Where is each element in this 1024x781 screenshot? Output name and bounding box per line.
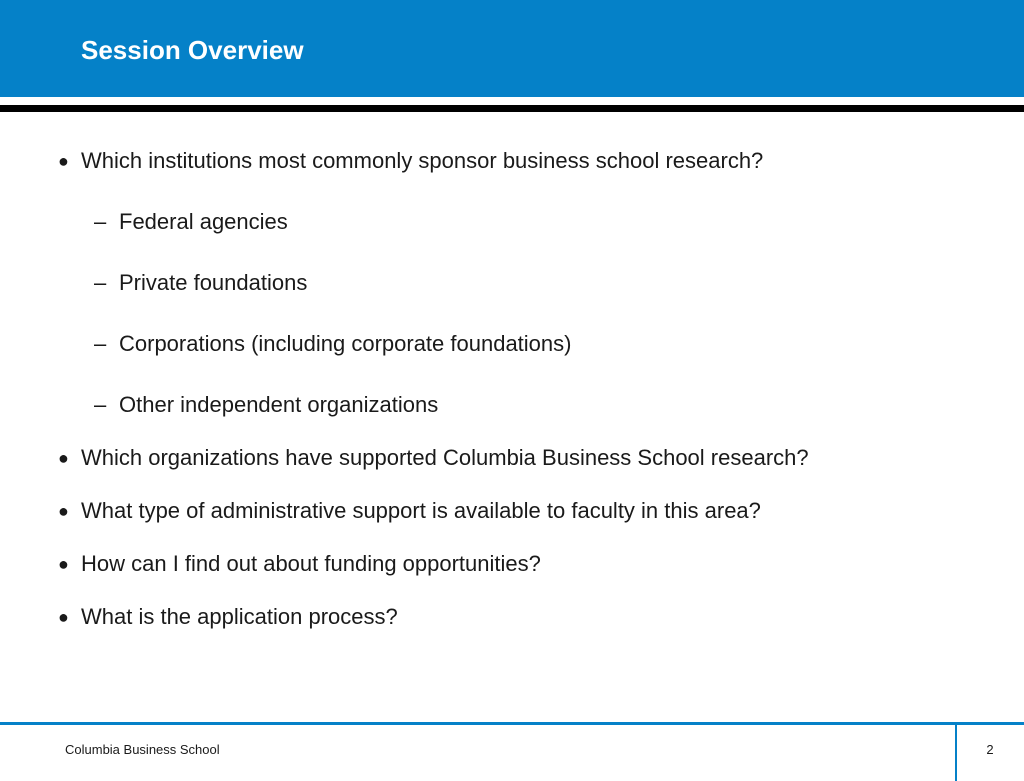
bullet-item: Which institutions most commonly sponsor business school research?: [81, 148, 764, 173]
bullet-item: What is the application process?: [81, 604, 398, 629]
sub-bullet-item: Corporations (including corporate foundations): [119, 331, 572, 356]
slide-title: Session Overview: [81, 35, 304, 65]
bullet-dot-icon: ●: [58, 151, 69, 171]
bullet-item: What type of administrative support is available to faculty in this area?: [81, 498, 761, 523]
bullet-dot-icon: ●: [58, 607, 69, 627]
page-number: 2: [986, 742, 994, 757]
footer-divider: [955, 725, 957, 781]
dash-icon: –: [94, 331, 107, 356]
dash-icon: –: [94, 270, 107, 295]
bullet-dot-icon: ●: [58, 448, 69, 468]
bullet-item: Which organizations have supported Columbia Business School research?: [81, 445, 809, 470]
footer-rule: [0, 722, 1024, 725]
bullet-dot-icon: ●: [58, 501, 69, 521]
dash-icon: –: [94, 209, 107, 234]
sub-bullet-item: Federal agencies: [119, 209, 288, 234]
sub-bullet-item: Private foundations: [119, 270, 308, 295]
bullet-dot-icon: ●: [58, 554, 69, 574]
sub-bullet-item: Other independent organizations: [119, 392, 439, 417]
footer-school-name: Columbia Business School: [65, 742, 220, 757]
dash-icon: –: [94, 392, 107, 417]
bullet-item: How can I find out about funding opportunities?: [81, 551, 541, 576]
